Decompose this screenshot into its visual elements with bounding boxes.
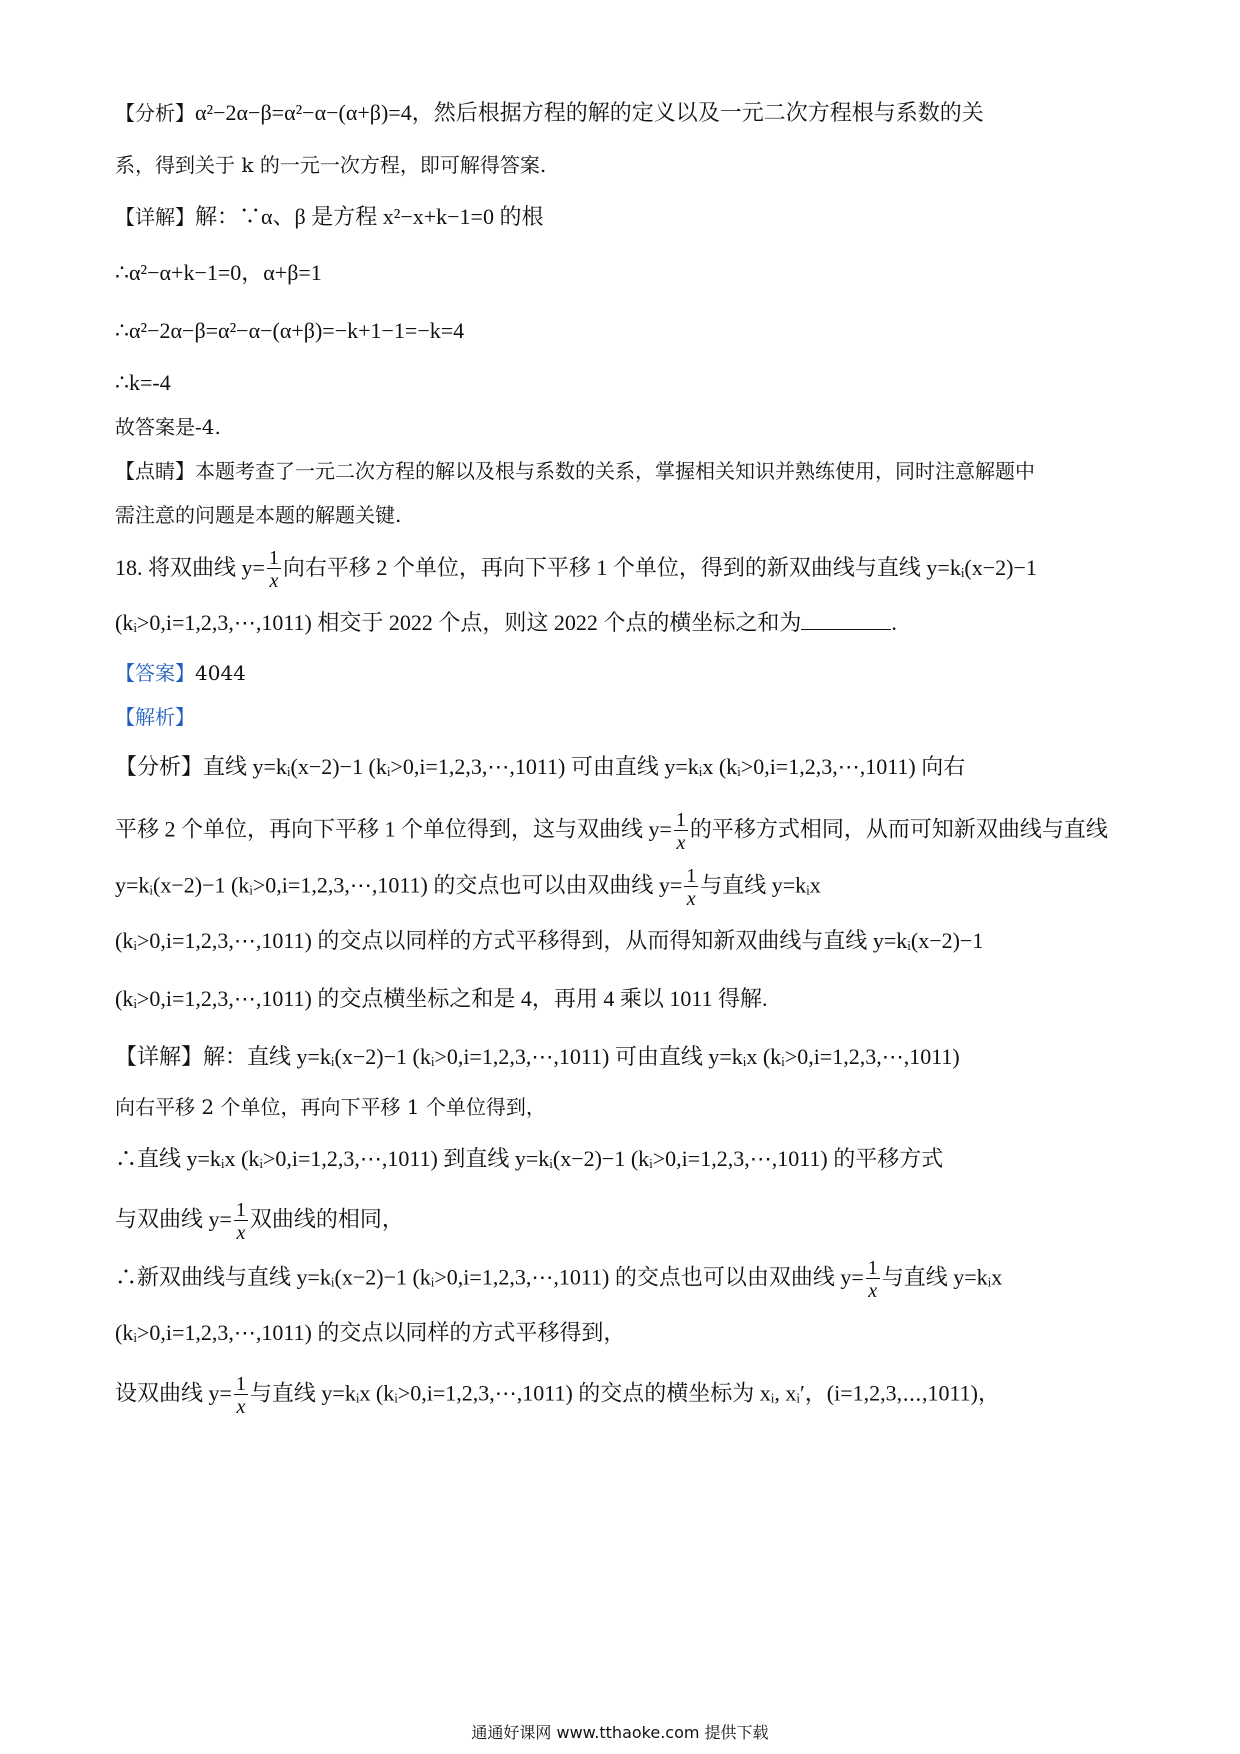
- analysis2-line-1: [115, 752, 965, 782]
- comment-line-1: [115, 456, 1035, 486]
- question-18-line-1: [115, 548, 1037, 591]
- fraction-numerator: 1: [235, 1199, 246, 1221]
- detail2-line-4: [115, 1200, 404, 1243]
- answer-value: 4044: [195, 661, 246, 685]
- fraction-numerator: 1: [268, 547, 279, 569]
- detail-line-4: ∴k=-4: [115, 370, 171, 395]
- analysis2-text: 直线 y=kᵢ(x−2)−1 (kᵢ>0,i=1,2,3,⋯,1011) 可由直线 y=kᵢx (kᵢ>0,i=1,2,3,⋯,1011) 向右: [203, 754, 966, 779]
- comment-tag: 【点睛】: [115, 459, 195, 483]
- analysis2-line-5: (kᵢ>0,i=1,2,3,⋯,1011) 的交点横坐标之和是 4，再用 4 乘以 1011 得解.: [115, 986, 768, 1011]
- fraction-numerator: 1: [686, 865, 697, 887]
- detail2-line-5-b: 与直线 y=kᵢx: [881, 1264, 1003, 1290]
- analysis-line-2: 系，得到关于 k 的一元一次方程，即可解得答案.: [115, 153, 547, 177]
- detail-line-2: ∴α²−α+k−1=0，α+β=1: [115, 260, 322, 285]
- analysis-line-1: [115, 98, 984, 128]
- question-18-line-2: [115, 608, 897, 638]
- fraction-numerator: 1: [867, 1257, 878, 1279]
- fraction-1-over-x: [267, 548, 281, 591]
- analysis2-line-2: [115, 810, 1108, 853]
- analysis2-line-4: (kᵢ>0,i=1,2,3,⋯,1011) 的交点以同样的方式平移得到，从而得知新双曲线与直线 y=kᵢ(x−2)−1: [115, 928, 984, 953]
- fraction-denominator: x: [269, 570, 279, 592]
- analysis2-line-2-a: 平移 2 个单位，再向下平移 1 个单位得到，这与双曲线 y=: [115, 816, 672, 842]
- solution-heading: [115, 702, 195, 732]
- comment-text: 本题考查了一元二次方程的解以及根与系数的关系，掌握相关知识并熟练使用，同时注意解题中: [195, 459, 1035, 483]
- question-18-prefix: 18. 将双曲线 y=: [115, 555, 265, 580]
- detail2-line-7-b: 与直线 y=kᵢx (kᵢ>0,i=1,2,3,⋯,1011) 的交点的横坐标为 xᵢ, xᵢ′，(i=1,2,3,⋯,1011)，: [249, 1380, 1000, 1406]
- detail2-line-5-a: ∴新双曲线与直线 y=kᵢ(x−2)−1 (kᵢ>0,i=1,2,3,⋯,1011) 的交点也可以由双曲线 y=: [115, 1264, 864, 1290]
- fraction-1-over-x: [234, 1200, 248, 1243]
- detail2-tag: 【详解】: [115, 1044, 204, 1069]
- answer-blank: [801, 611, 891, 630]
- detail2-line-1: [115, 1042, 960, 1072]
- detail2-line-4-b: 双曲线的相同，: [249, 1206, 404, 1232]
- answer-statement: 故答案是-4.: [115, 415, 221, 439]
- analysis2-line-3-b: 与直线 y=kᵢx: [700, 872, 821, 898]
- fraction-denominator: x: [676, 832, 686, 854]
- detail2-line-4-a: 与双曲线 y=: [115, 1206, 232, 1232]
- detail2-line-2: 向右平移 2 个单位，再向下平移 1 个单位得到，: [115, 1095, 546, 1119]
- fraction-1-over-x: [684, 866, 698, 909]
- analysis2-line-3: [115, 866, 821, 909]
- fraction-denominator: x: [868, 1280, 878, 1302]
- detail2-line-5: [115, 1258, 1002, 1301]
- analysis-text: α²−2α−β=α²−α−(α+β)=4，然后根据方程的解的定义以及一元二次方程根与系数的关: [195, 100, 984, 125]
- fraction-1-over-x: [866, 1258, 880, 1301]
- analysis-tag: 【分析】: [115, 101, 195, 125]
- detail2-line-3: ∴直线 y=kᵢx (kᵢ>0,i=1,2,3,⋯,1011) 到直线 y=kᵢ(x−2)−1 (kᵢ>0,i=1,2,3,⋯,1011) 的平移方式: [115, 1146, 944, 1171]
- analysis2-line-3-a: y=kᵢ(x−2)−1 (kᵢ>0,i=1,2,3,⋯,1011) 的交点也可以由双曲线 y=: [115, 872, 683, 898]
- detail-line-1: [115, 202, 543, 232]
- fraction-denominator: x: [686, 888, 696, 910]
- question-18-period: .: [891, 610, 897, 635]
- fraction-denominator: x: [236, 1396, 246, 1418]
- detail-text: 解：∵α、β 是方程 x²−x+k−1=0 的根: [195, 204, 544, 229]
- answer-tag: 【答案】: [115, 661, 195, 685]
- question-18-line-2-text: (kᵢ>0,i=1,2,3,⋯,1011) 相交于 2022 个点，则这 2022 个点的横坐标之和为: [115, 610, 802, 635]
- page-footer: 通通好课网 www.tthaoke.com 提供下载: [471, 1723, 769, 1742]
- detail2-line-7-a: 设双曲线 y=: [115, 1380, 232, 1406]
- detail-tag: 【详解】: [115, 205, 195, 229]
- fraction-1-over-x: [234, 1374, 248, 1417]
- analysis2-line-2-b: 的平移方式相同，从而可知新双曲线与直线: [689, 816, 1108, 842]
- fraction-1-over-x: [674, 810, 688, 853]
- analysis2-tag: 【分析】: [115, 754, 204, 779]
- detail2-line-7: [115, 1374, 1000, 1417]
- fraction-numerator: 1: [675, 809, 686, 831]
- question-18-suffix: 向右平移 2 个单位，再向下平移 1 个单位，得到的新双曲线与直线 y=kᵢ(x−2)−1: [282, 555, 1037, 580]
- answer-line: [115, 658, 246, 688]
- comment-line-2: 需注意的问题是本题的解题关键.: [115, 503, 402, 527]
- detail2-line-6: (kᵢ>0,i=1,2,3,⋯,1011) 的交点以同样的方式平移得到，: [115, 1320, 626, 1345]
- detail2-text: 解：直线 y=kᵢ(x−2)−1 (kᵢ>0,i=1,2,3,⋯,1011) 可由直线 y=kᵢx (kᵢ>0,i=1,2,3,⋯,1011): [203, 1044, 960, 1069]
- fraction-denominator: x: [236, 1222, 246, 1244]
- solution-tag: 【解析】: [115, 705, 195, 729]
- detail-line-3: ∴α²−2α−β=α²−α−(α+β)=−k+1−1=−k=4: [115, 318, 465, 343]
- fraction-numerator: 1: [235, 1373, 246, 1395]
